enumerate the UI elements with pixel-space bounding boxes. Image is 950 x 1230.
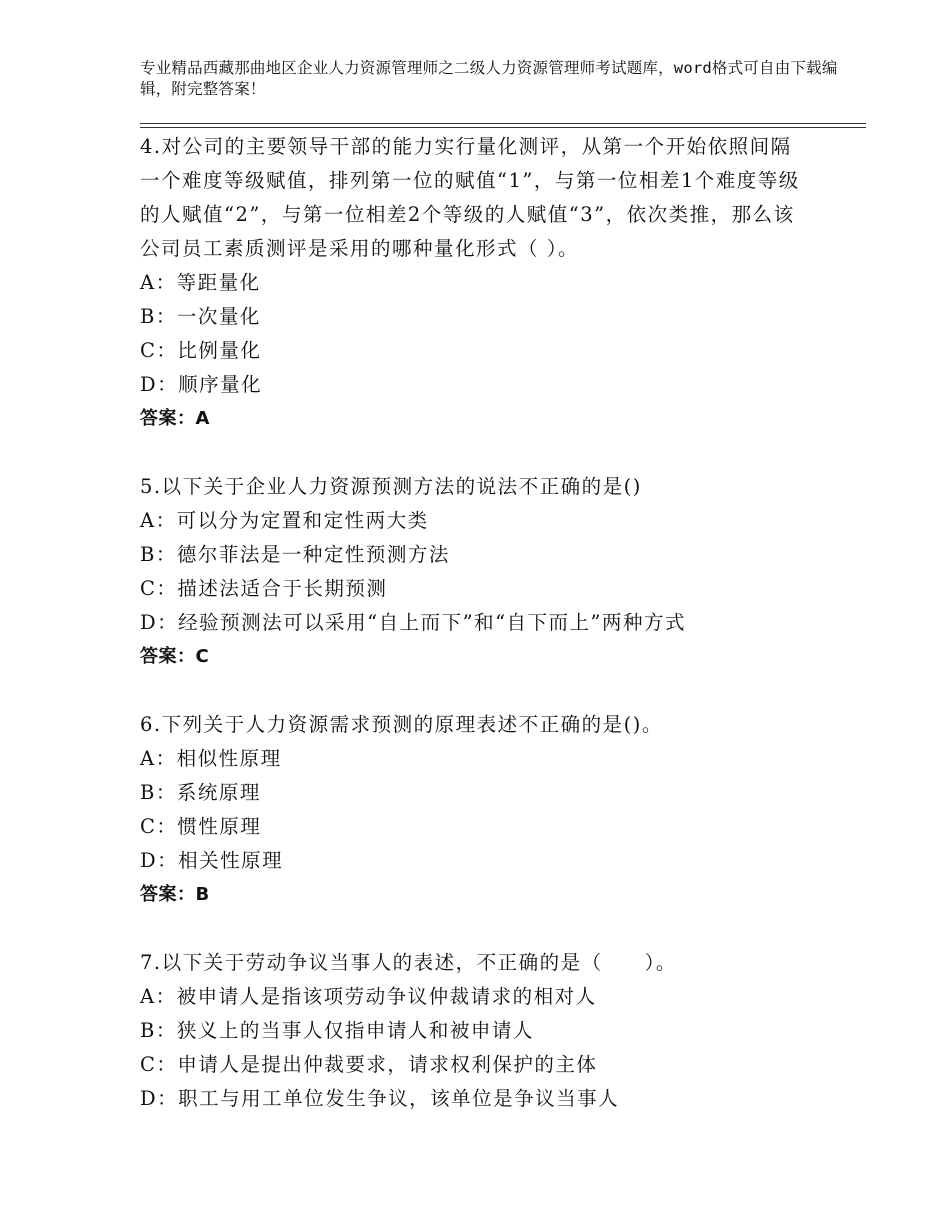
question-text: 7.以下关于劳动争议当事人的表述，不正确的是（ ）。 <box>140 951 677 974</box>
document-header: 专业精品西藏那曲地区企业人力资源管理师之二级人力资源管理师考试题库，word格式可自由下载编辑，附完整答案！ <box>140 59 838 98</box>
question-text: 5.以下关于企业人力资源预测方法的说法不正确的是() <box>140 475 642 498</box>
option-c: C：比例量化 <box>140 339 262 362</box>
question-7 <box>140 946 810 1116</box>
answer-label: 答案：A <box>140 408 210 429</box>
option-d: D：职工与用工单位发生争议，该单位是争议当事人 <box>140 1087 620 1110</box>
question-text: 4.对公司的主要领导干部的能力实行量化测评，从第一个开始依照间隔一个难度等级赋值，排列第一位的赋值“1”，与第一位相差1个难度等级的人赋值“2”，与第一位相差2个等级的人赋值“3”，依次类推，那么该公司员工素质测评是采用的哪种量化形式（ ）。 <box>140 135 800 260</box>
question-4 <box>140 130 810 436</box>
option-d: D：经验预测法可以采用“自上而下”和“自下而上”两种方式 <box>140 611 687 634</box>
option-a: A：相似性原理 <box>140 747 282 770</box>
option-b: B：一次量化 <box>140 305 261 328</box>
option-b: B：德尔菲法是一种定性预测方法 <box>140 543 450 566</box>
question-text: 6.下列关于人力资源需求预测的原理表述不正确的是()。 <box>140 713 663 736</box>
option-d: D：顺序量化 <box>140 373 263 396</box>
option-b: B：系统原理 <box>140 781 261 804</box>
option-d: D：相关性原理 <box>140 849 284 872</box>
question-6 <box>140 708 810 912</box>
option-c: C：申请人是提出仲裁要求，请求权利保护的主体 <box>140 1053 598 1076</box>
header-divider-bottom <box>140 127 866 128</box>
option-a: A：可以分为定置和定性两大类 <box>140 509 429 532</box>
option-c: C：惯性原理 <box>140 815 262 838</box>
question-list <box>140 130 810 1116</box>
option-c: C：描述法适合于长期预测 <box>140 577 388 600</box>
answer-label: 答案：B <box>140 884 210 905</box>
answer-label: 答案：C <box>140 646 210 667</box>
option-a: A：被申请人是指该项劳动争议仲裁请求的相对人 <box>140 985 597 1008</box>
header-divider-top <box>140 123 866 124</box>
option-a: A：等距量化 <box>140 271 261 294</box>
option-b: B：狭义上的当事人仅指申请人和被申请人 <box>140 1019 534 1042</box>
question-5 <box>140 470 810 674</box>
